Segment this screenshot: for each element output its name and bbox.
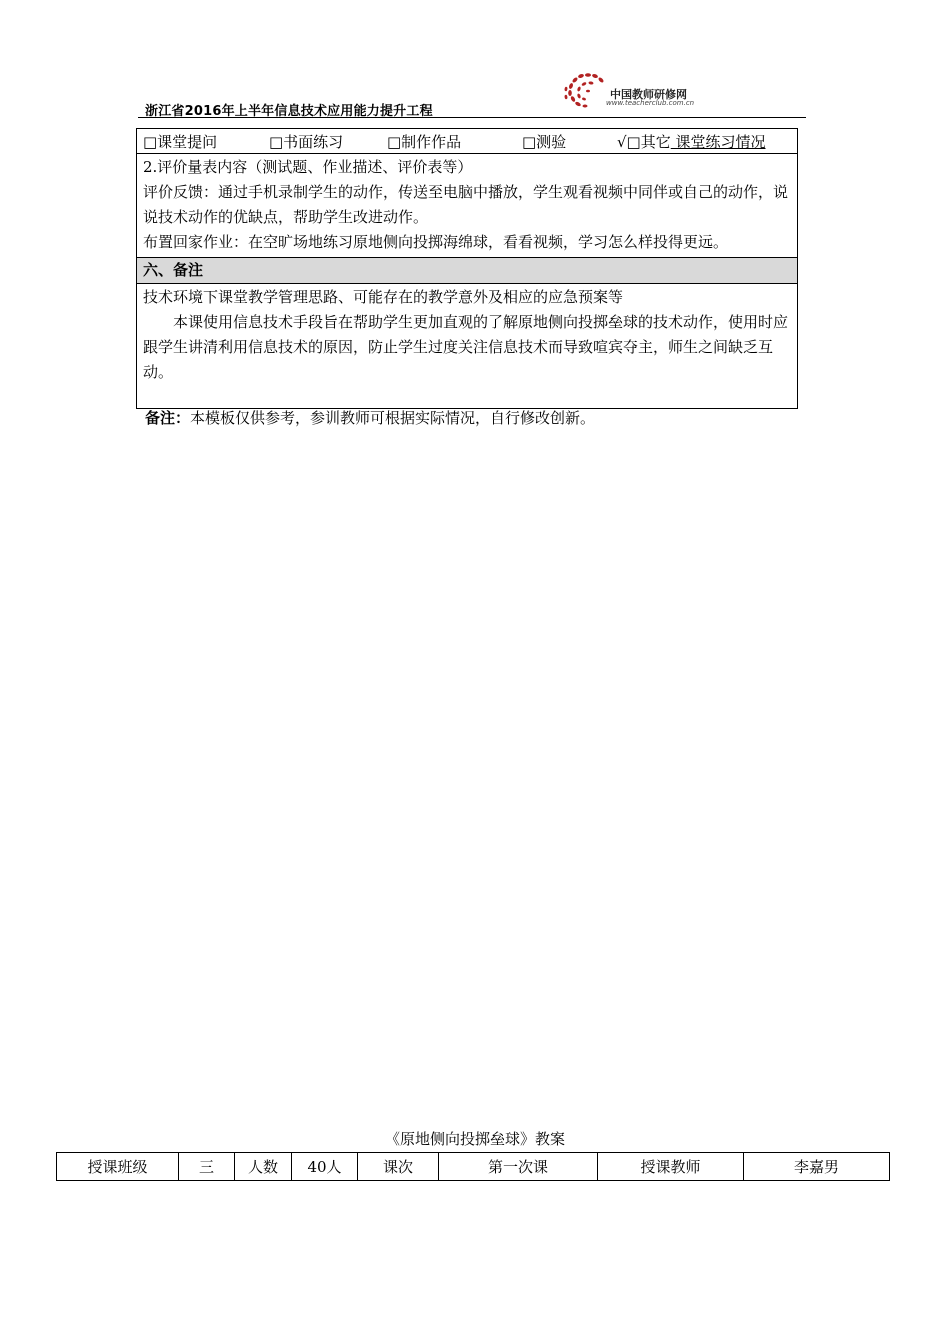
- cell-teacher-value: 李嘉男: [744, 1153, 890, 1181]
- section-6-notes: [137, 284, 797, 408]
- method-other: [617, 131, 766, 152]
- logo: [560, 68, 700, 112]
- evaluation-feedback: 评价反馈：通过手机录制学生的动作，传送至电脑中播放，学生观看视频中同伴或自己的动作，说说技术动作的优缺点，帮助学生改进动作。: [143, 183, 789, 226]
- logo-url: www.teacherclub.com.cn: [606, 99, 695, 107]
- method-other-note: 课堂练习情况: [670, 133, 766, 151]
- method-other-label: √□其它: [617, 133, 671, 151]
- table-row: [57, 1153, 890, 1181]
- logo-name: 中国教师研修网: [610, 88, 687, 101]
- cell-teacher-label: 授课教师: [598, 1153, 744, 1181]
- cell-class-value: 三: [179, 1153, 235, 1181]
- evaluation-row: [137, 154, 797, 258]
- section-6-title: 六、备注: [137, 258, 797, 284]
- assessment-methods-row: [137, 129, 797, 154]
- footnote: [145, 407, 595, 428]
- lesson-plan-table: [56, 1152, 890, 1181]
- cell-count-label: 人数: [235, 1153, 292, 1181]
- method-make-work: □制作作品: [387, 133, 462, 151]
- cell-session-value: 第一次课: [439, 1153, 598, 1181]
- method-classroom-questioning: □课堂提问: [143, 133, 218, 151]
- evaluation-homework: 布置回家作业：在空旷场地练习原地侧向投掷海绵球，看看视频，学习怎么样投得更远。: [143, 233, 729, 251]
- cell-class-label: 授课班级: [57, 1153, 179, 1181]
- header-title: 浙江省2016年上半年信息技术应用能力提升工程: [145, 104, 433, 119]
- cell-count-value: 40人: [292, 1153, 358, 1181]
- lesson-plan-title: 《原地侧向投掷垒球》教案: [384, 1130, 565, 1148]
- notes-prompt: 技术环境下课堂教学管理思路、可能存在的教学意外及相应的应急预案等: [143, 288, 624, 306]
- method-written-exercise: □书面练习: [269, 133, 344, 151]
- assessment-box: [136, 128, 798, 409]
- footnote-text: 本模板仅供参考，参训教师可根据实际情况，自行修改创新。: [190, 409, 596, 427]
- cell-session-label: 课次: [358, 1153, 439, 1181]
- header-rule: [138, 117, 806, 118]
- evaluation-heading: 2.评价量表内容（测试题、作业描述、评价表等）: [143, 158, 473, 176]
- notes-content: 本课使用信息技术手段旨在帮助学生更加直观的了解原地侧向投掷垒球的技术动作，使用时应跟学生讲清利用信息技术的原因，防止学生过度关注信息技术而导致喧宾夺主，师生之间缺乏互动。: [143, 313, 789, 381]
- footnote-label: 备注：: [145, 409, 191, 427]
- method-quiz: □测验: [522, 133, 567, 151]
